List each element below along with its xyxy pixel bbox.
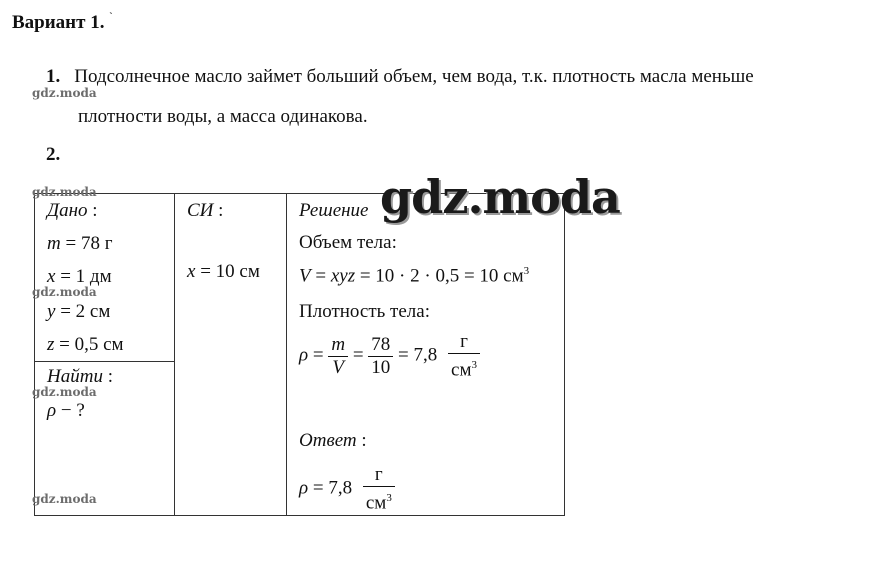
watermark-small-4: gdz.moda <box>32 385 97 399</box>
watermark-small-5: gdz.moda <box>32 492 97 506</box>
given-y: y = 2 см <box>47 301 111 322</box>
column-divider-2 <box>286 194 287 515</box>
solution-label: Решение <box>299 200 369 221</box>
given-label: Дано : <box>47 200 98 221</box>
task1-line1: 1. Подсолнечное масло займет больший объем, чем вода, т.к. плотность масла меньше <box>46 66 754 87</box>
column-divider-1 <box>174 194 175 515</box>
density-label: Плотность тела: <box>299 301 430 322</box>
given-find-divider <box>35 361 174 362</box>
variant-heading: Вариант 1. ` <box>12 12 113 33</box>
answer-label: Ответ : <box>299 430 367 451</box>
find-rho: ρ − ? <box>47 400 85 421</box>
problem-table <box>34 193 565 516</box>
watermark-small-1: gdz.moda <box>32 86 97 100</box>
volume-label: Объем тела: <box>299 232 397 253</box>
answer-formula: ρ = 7,8 $\frac{г}{см^3}$ <box>299 464 395 514</box>
density-formula: ρ = $\frac{m}{V}$ = $\frac{78}{10}$ = 7,8 $\frac{г}{см^3}$ <box>299 331 480 381</box>
given-x: x = 1 дм <box>47 266 112 287</box>
watermark-small-3: gdz.moda <box>32 285 97 299</box>
task1-line2: плотности воды, а масса одинакова. <box>78 106 368 127</box>
si-label: СИ : <box>187 200 224 221</box>
volume-formula: V = xyz = 10 · 2 · 0,5 = 10 $см^3$ <box>299 265 530 287</box>
task1-number: 1. <box>46 66 61 87</box>
given-z: z = 0,5 см <box>47 334 124 355</box>
task2-number: 2. <box>46 144 61 165</box>
si-x: x = 10 см <box>187 261 260 282</box>
given-mass: m = 78 г <box>47 233 113 254</box>
find-label: Найти : <box>47 366 113 387</box>
watermark-small-2: gdz.moda <box>32 185 97 199</box>
watermark-large: gdz.moda <box>380 170 620 224</box>
